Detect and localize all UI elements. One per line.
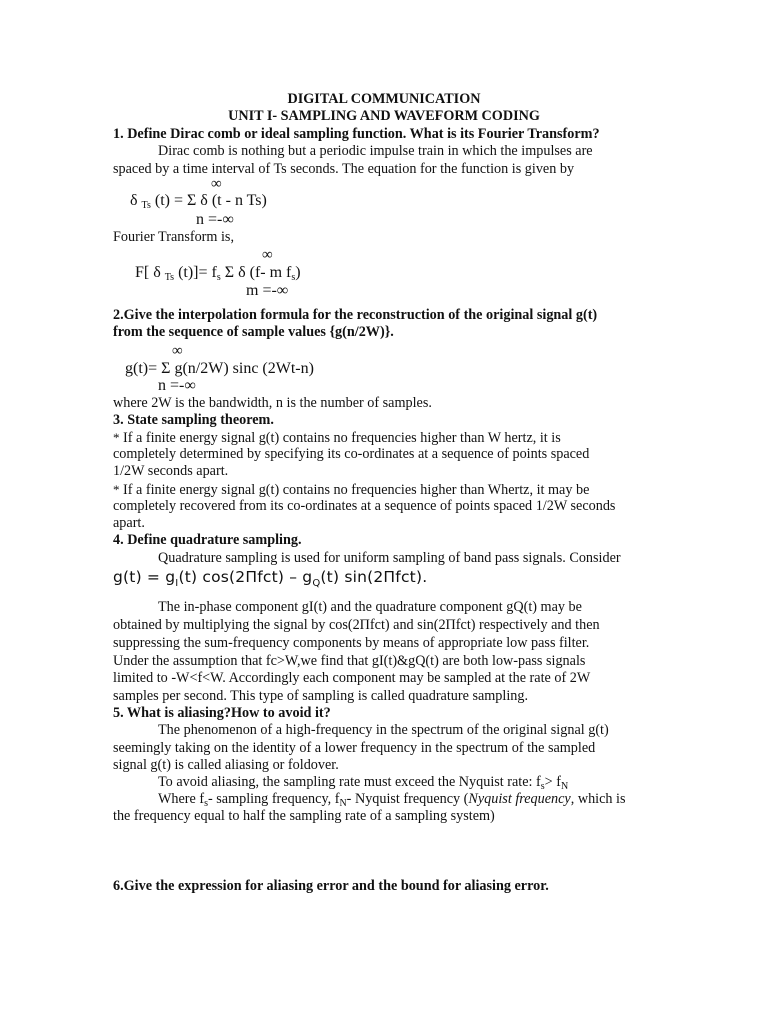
eq1-delta: δ <box>130 192 138 209</box>
q5-sub-s: s <box>540 781 545 792</box>
eq3-sum-upper-limit: ∞ <box>172 343 183 359</box>
q5-line-4-mid: > f <box>544 774 561 790</box>
q5-line-6: the frequency equal to half the sampling rate of a sampling system) <box>113 808 495 824</box>
q1-paragraph-line-2: spaced by a time interval of Ts seconds. The equation for the function is given by <box>113 161 575 177</box>
question-6-heading: 6.Give the expression for aliasing error and the bound for aliasing error. <box>113 878 549 894</box>
eq4-sub-q: Q <box>312 578 321 590</box>
eq1-sum-lower-limit: n =-∞ <box>196 211 234 228</box>
equation-quadrature <box>113 569 427 592</box>
q3-point-1-text: If a finite energy signal g(t) contains no frequencies higher than W hertz, it is <box>123 430 561 446</box>
question-5-heading: 5. What is aliasing?How to avoid it? <box>113 705 331 721</box>
q5-l5-sub-s: s <box>204 798 208 809</box>
bullet-star-icon: * <box>113 430 120 445</box>
q5-line-5-a: Where f <box>158 791 205 807</box>
eq2-sub-s2: s <box>291 272 296 283</box>
equation-dirac-comb <box>130 192 267 211</box>
eq2-part-d: ) <box>295 264 301 281</box>
q3-point-2-text: If a finite energy signal g(t) contains no frequencies higher than Whertz, it may be <box>123 482 590 498</box>
eq4-part-b: (t) cos(2Πfct) – g <box>178 568 313 586</box>
q5-line-1: The phenomenon of a high-frequency in the spectrum of the original signal g(t) <box>158 722 609 738</box>
q5-line-5-italic: Nyquist frequency <box>468 791 571 807</box>
question-2-text: Give the interpolation formula for the reconstruction of the original signal g(t) <box>123 307 598 323</box>
eq2-part-b: (t)]= f <box>178 264 217 281</box>
document-title: DIGITAL COMMUNICATION <box>287 91 481 107</box>
q5-line-5-b: - sampling frequency, f <box>207 791 340 807</box>
question-2-heading-line-1 <box>113 307 597 324</box>
eq2-sum-upper-limit: ∞ <box>262 247 273 263</box>
q3-point-2-line-3: apart. <box>113 515 145 531</box>
q5-line-2: seemingly taking on the identity of a lower frequency in the spectrum of the sampled <box>113 740 596 756</box>
eq4-part-a: g(t) = g <box>113 568 176 586</box>
q5-sub-n: N <box>560 781 569 792</box>
fourier-transform-label: Fourier Transform is, <box>113 229 234 245</box>
q5-line-5-d: , which is <box>570 791 626 807</box>
q4-line-3: suppressing the sum-frequency components by means of appropriate low pass filter. <box>113 635 590 651</box>
eq1-subscript: Ts <box>141 200 151 211</box>
eq3-sum-lower-limit: n =-∞ <box>158 377 196 394</box>
equation-fourier-transform <box>135 264 301 283</box>
eq2-part-a: F[ δ <box>135 264 161 281</box>
q4-line-6: samples per second. This type of sampling is called quadrature sampling. <box>113 688 529 704</box>
eq2-part-c: Σ δ (f- m f <box>224 264 292 281</box>
eq2-sum-lower-limit: m =-∞ <box>246 282 289 299</box>
q4-line-2: obtained by multiplying the signal by cos(2Πfct) and sin(2Πfct) respectively and then <box>113 617 600 633</box>
q4-line-4: Under the assumption that fc>W,we find that gI(t)&gQ(t) are both low-pass signals <box>113 653 586 669</box>
question-1-heading: 1. Define Dirac comb or ideal sampling function. What is its Fourier Transform? <box>113 126 600 142</box>
q4-line-1: The in-phase component gI(t) and the quadrature component gQ(t) may be <box>158 599 582 615</box>
q2-note: where 2W is the bandwidth, n is the number of samples. <box>113 395 432 411</box>
question-2-heading-line-2: from the sequence of sample values {g(n/2W)}. <box>113 324 394 340</box>
q5-line-3: signal g(t) is called aliasing or foldover. <box>113 757 339 773</box>
q4-paragraph-line-1: Quadrature sampling is used for uniform sampling of band pass signals. Consider <box>158 550 621 566</box>
q3-point-1-line-3: 1/2W seconds apart. <box>113 463 229 479</box>
q1-paragraph-line-1: Dirac comb is nothing but a periodic impulse train in which the impulses are <box>158 143 593 159</box>
q3-point-1-line-2: completely determined by specifying its co-ordinates at a sequence of points spaced <box>113 446 590 462</box>
eq2-sub-s: s <box>216 272 221 283</box>
eq1-rest: (t) = Σ δ (t - n Ts) <box>154 192 267 209</box>
q5-line-4 <box>158 774 568 792</box>
q3-point-1-line-1 <box>113 429 561 447</box>
question-2-number: 2. <box>113 307 124 323</box>
eq1-sum-upper-limit: ∞ <box>211 176 222 192</box>
document-subtitle: UNIT I- SAMPLING AND WAVEFORM CODING <box>228 108 540 124</box>
eq2-sub-ts: Ts <box>164 272 175 283</box>
question-4-heading: 4. Define quadrature sampling. <box>113 532 302 548</box>
q3-point-2-line-1 <box>113 481 589 499</box>
bullet-star-icon: * <box>113 482 120 497</box>
q5-line-4-text: To avoid aliasing, the sampling rate must exceed the Nyquist rate: f <box>158 774 541 790</box>
eq4-sub-i: I <box>175 578 179 590</box>
q5-l5-sub-n: N <box>339 798 347 809</box>
q5-line-5 <box>158 791 626 809</box>
eq4-part-c: (t) sin(2Πfct). <box>320 568 428 586</box>
q3-point-2-line-2: completely recovered from its co-ordinates at a sequence of points spaced 1/2W seconds <box>113 498 616 514</box>
q4-line-5: limited to -W<f<W. Accordingly each component may be sampled at the rate of 2W <box>113 670 591 686</box>
equation-interpolation: g(t)= Σ g(n/2W) sinc (2Wt-n) <box>125 360 314 377</box>
question-3-heading: 3. State sampling theorem. <box>113 412 274 428</box>
q5-line-5-c: - Nyquist frequency ( <box>346 791 469 807</box>
